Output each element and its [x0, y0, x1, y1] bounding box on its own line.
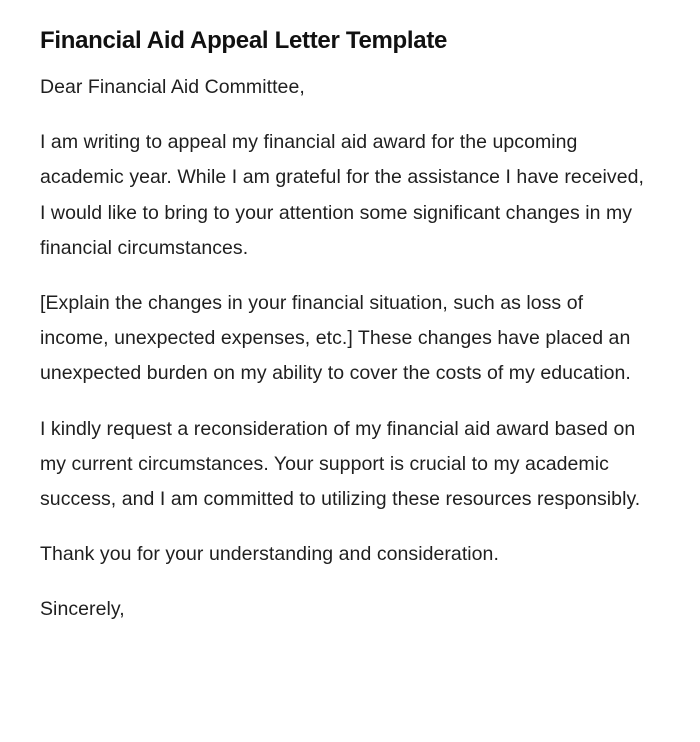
paragraph-intro: I am writing to appeal my financial aid award for the upcoming academic year. While I am grateful for the assistance I have received, I would like to bring to your attention some significant changes in my financial circumstances.: [40, 131, 644, 259]
paragraph-explanation: [Explain the changes in your financial situation, such as loss of income, unexpected expenses, etc.] These changes have placed an unexpected burden on my ability to cover the costs of my education.: [40, 292, 631, 385]
paragraph-thanks: Thank you for your understanding and consideration.: [40, 543, 499, 566]
page-title: Financial Aid Appeal Letter Template: [40, 27, 448, 54]
letter-document: [40, 24, 650, 648]
closing: Sincerely,: [40, 598, 125, 621]
paragraph-request: I kindly request a reconsideration of my financial aid award based on my current circumstances. Your support is crucial to my academic success, and I am committed to utilizing these resources responsibly.: [40, 417, 641, 511]
salutation: Dear Financial Aid Committee,: [40, 76, 305, 98]
